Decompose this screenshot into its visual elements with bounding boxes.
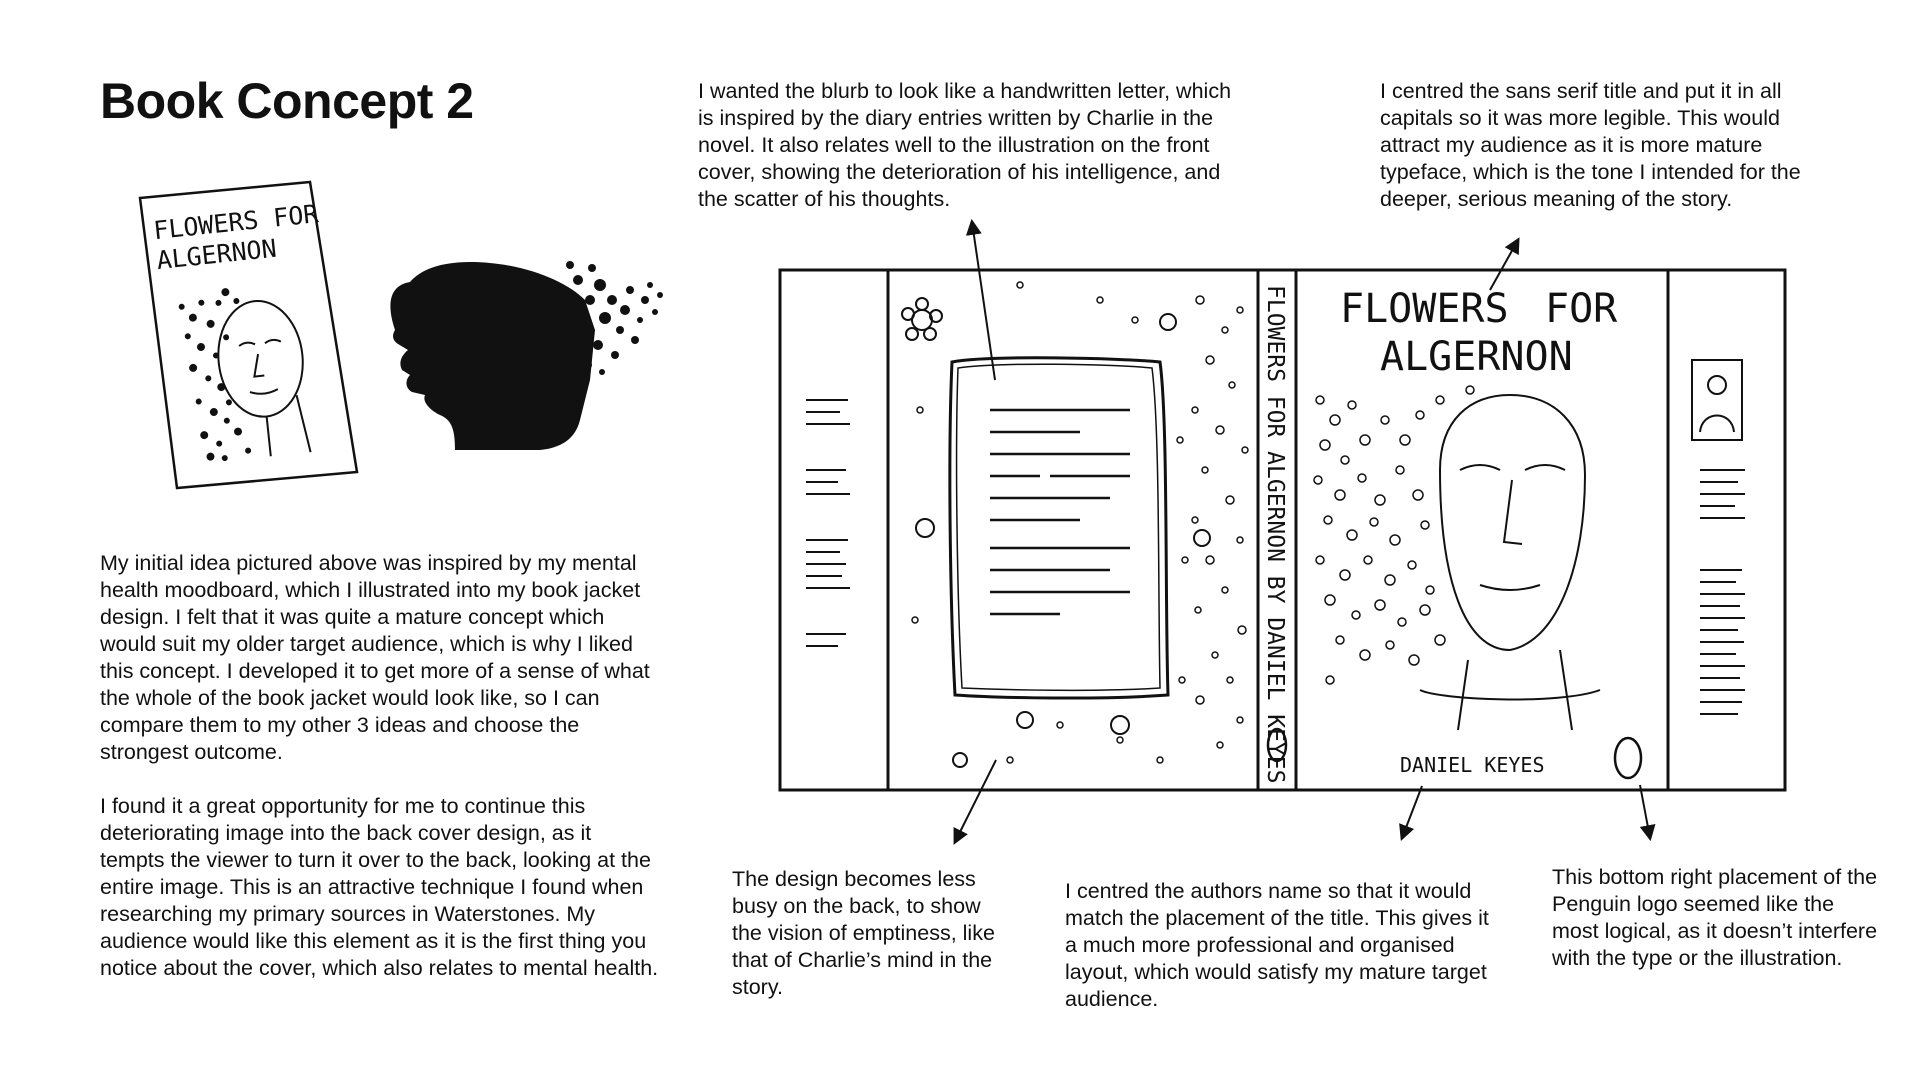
- title-annotation: I centred the sans serif title and put it in all capitals so it was more legible. This would attract my audience as it is more mature typeface, which is the tone I intended for the deeper, serious meaning of the story.: [1380, 79, 1801, 211]
- page-title: Book Concept 2: [100, 73, 474, 129]
- cover-title-line2: FOR: [1545, 286, 1618, 332]
- cover-title-line3: ALGERNON: [1380, 334, 1573, 380]
- description-paragraph-2: I found it a great opportunity for me to continue this deteriorating image into the back cover design, as it tempts the viewer to turn it over to the back, looking at the entire image. This is an attractive technique I found when researching my primary sources in Waterstones. My audience would like this element as it is the first thing you notice about the cover, which also relates to mental health.: [100, 794, 659, 980]
- left-description: [100, 550, 660, 982]
- back-design-annotation: The design becomes less busy on the back, to show the vision of emptiness, like that of Charlie’s mind in the story.: [732, 867, 995, 999]
- thumb-title-line2: ALGERNON: [155, 233, 279, 276]
- spine-text: FLOWERS FOR ALGERNON BY DANIEL KEYES: [1262, 285, 1288, 784]
- author-name-annotation: I centred the authors name so that it would match the placement of the title. This gives it a much more professional and organised layout, which would satisfy my mature target audience.: [1065, 879, 1489, 1011]
- book-jacket-sketch: [780, 270, 1785, 790]
- blurb-annotation: I wanted the blurb to look like a handwritten letter, which is inspired by the diary entries written by Charlie in the novel. It also relates well to the illustration on the front cover, showing the deterioration of his intelligence, and the scatter of his thoughts.: [698, 79, 1232, 211]
- thumbnail-book-sketch: [140, 182, 357, 488]
- cover-title-line1: FLOWERS: [1340, 286, 1509, 332]
- logo-placement-annotation: This bottom right placement of the Penguin logo seemed like the most logical, as it doesn’t interfere with the type or the illustration.: [1552, 865, 1878, 970]
- description-paragraph-1: My initial idea pictured above was inspired by my mental health moodboard, which I illustrated into my book jacket design. I felt that it was quite a mature concept which would suit my older target audience, which is why I liked this concept. I developed it to get more of a sense of what the whole of the book jacket would look like, so I can compare them to my other 3 ideas and choose the strongest outcome.: [100, 551, 650, 764]
- cover-author: DANIEL KEYES: [1400, 753, 1545, 777]
- silhouette-head-sketch: [390, 261, 663, 450]
- thumb-title-line1: FLOWERS FOR: [152, 199, 320, 246]
